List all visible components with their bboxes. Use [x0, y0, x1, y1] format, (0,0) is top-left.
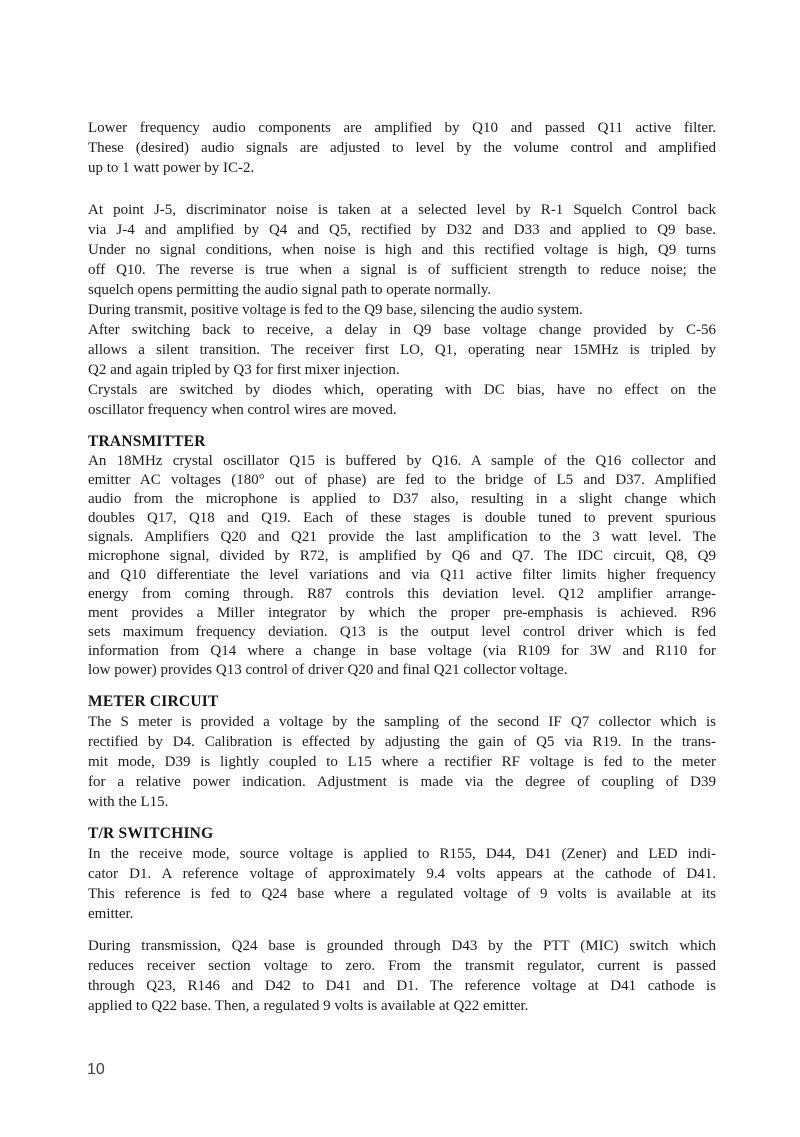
text-line: information from Q14 where a change in base voltage (via R109 for 3W and R110 for [88, 643, 716, 659]
text-line: emitter. [88, 906, 134, 922]
text-line: sets maximum frequency deviation. Q13 is the output level control driver which is fed [88, 624, 716, 640]
text-line: up to 1 watt power by IC-2. [88, 160, 255, 176]
text-line: signals. Amplifiers Q20 and Q21 provide the last amplification to the 3 watt level. The [88, 529, 716, 545]
text-line: off Q10. The reverse is true when a signal is of sufficient strength to reduce noise; the [88, 262, 716, 278]
text-line: for a relative power indication. Adjustment is made via the degree of coupling of D39 [88, 774, 716, 790]
paragraph [88, 300, 716, 320]
transmitter-heading: TRANSMITTER [88, 433, 206, 450]
text-line: with the L15. [88, 794, 169, 810]
paragraph [88, 844, 716, 924]
paragraph [88, 936, 716, 1016]
text-line: microphone signal, divided by R72, is amplified by Q6 and Q7. The IDC circuit, Q8, Q9 [88, 548, 716, 564]
text-line: oscillator frequency when control wires are moved. [88, 402, 397, 418]
section-transmitter [88, 432, 716, 680]
text-line: These (desired) audio signals are adjusted to level by the volume control and amplified [88, 140, 716, 156]
text-line: This reference is fed to Q24 base where a regulated voltage of 9 volts is available at its [88, 886, 716, 902]
tr-switching-paragraphs [88, 844, 716, 1016]
text-line: audio from the microphone is applied to D37 also, resulting in a slight change which [88, 491, 716, 507]
text-line: and Q10 differentiate the level variations and via Q11 active filter limits higher frequency [88, 567, 716, 583]
section-tr-switching [88, 824, 716, 1016]
section-meter-circuit [88, 692, 716, 812]
text-line: low power) provides Q13 control of driver Q20 and final Q21 collector voltage. [88, 662, 568, 678]
paragraph [88, 320, 716, 380]
text-line: Q2 and again tripled by Q3 for first mixer injection. [88, 362, 400, 378]
receiver-paragraphs [88, 200, 716, 420]
text-line: ment provides a Miller integrator by which the proper pre-emphasis is achieved. R96 [88, 605, 716, 621]
text-line: energy from coming through. R87 controls this deviation level. Q12 amplifier arrange- [88, 586, 716, 602]
text-line: via J-4 and amplified by Q4 and Q5, rectified by D32 and D33 and applied to Q9 base. [88, 222, 716, 238]
text-line: After switching back to receive, a delay in Q9 base voltage change provided by C-56 [88, 322, 716, 338]
paragraph [88, 712, 716, 812]
paragraph [88, 380, 716, 420]
text-line: Under no signal conditions, when noise is high and this rectified voltage is high, Q9 turns [88, 242, 716, 258]
page-number: 10 [87, 1061, 105, 1078]
intro-paragraphs [88, 118, 716, 178]
text-line: cator D1. A reference voltage of approximately 9.4 volts appears at the cathode of D41. [88, 866, 716, 882]
text-line: squelch opens permitting the audio signal path to operate normally. [88, 282, 492, 298]
text-line: through Q23, R146 and D42 to D41 and D1. The reference voltage at D41 cathode is [88, 978, 716, 994]
meter-circuit-heading: METER CIRCUIT [88, 693, 219, 710]
text-line: The S meter is provided a voltage by the sampling of the second IF Q7 collector which is [88, 714, 716, 730]
text-line: mit mode, D39 is lightly coupled to L15 where a rectifier RF voltage is fed to the meter [88, 754, 716, 770]
page-content [88, 118, 716, 1016]
text-line: rectified by D4. Calibration is effected by adjusting the gain of Q5 via R19. In the trans- [88, 734, 716, 750]
text-line: doubles Q17, Q18 and Q19. Each of these stages is double tuned to prevent spurious [88, 510, 716, 526]
text-line: emitter AC voltages (180° out of phase) are fed to the bridge of L5 and D37. Amplified [88, 472, 716, 488]
text-line: An 18MHz crystal oscillator Q15 is buffered by Q16. A sample of the Q16 collector and [88, 453, 716, 469]
text-line: Lower frequency audio components are amplified by Q10 and passed Q11 active filter. [88, 120, 716, 136]
paragraph [88, 118, 716, 178]
tr-switching-heading: T/R SWITCHING [88, 825, 214, 842]
text-line: In the receive mode, source voltage is applied to R155, D44, D41 (Zener) and LED indi- [88, 846, 716, 862]
text-line: At point J-5, discriminator noise is taken at a selected level by R-1 Squelch Control back [88, 202, 716, 218]
text-line: reduces receiver section voltage to zero. From the transmit regulator, current is passed [88, 958, 716, 974]
text-line: allows a silent transition. The receiver first LO, Q1, operating near 15MHz is tripled by [88, 342, 716, 358]
paragraph [88, 452, 716, 680]
text-line: applied to Q22 base. Then, a regulated 9 volts is available at Q22 emitter. [88, 998, 529, 1014]
section-receiver-squelch [88, 200, 716, 420]
transmitter-paragraphs [88, 452, 716, 680]
section-intro [88, 118, 716, 178]
text-line: During transmission, Q24 base is grounded through D43 by the PTT (MIC) switch which [88, 938, 716, 954]
text-line: During transmit, positive voltage is fed to the Q9 base, silencing the audio system. [88, 302, 583, 318]
meter-circuit-paragraphs [88, 712, 716, 812]
text-line: Crystals are switched by diodes which, operating with DC bias, have no effect on the [88, 382, 716, 398]
paragraph [88, 200, 716, 300]
